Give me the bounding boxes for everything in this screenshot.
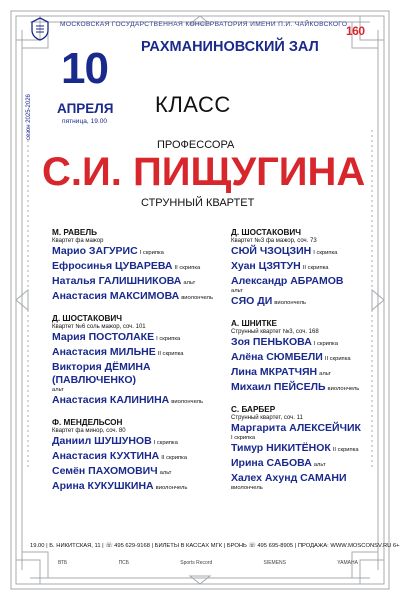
performer-name: Анастасия КУХТИНА	[52, 450, 160, 462]
performer-line	[52, 394, 212, 409]
performer-name: Зоя ПЕНЬКОВА	[231, 336, 312, 348]
performer-role: II скрипка	[174, 265, 201, 271]
sponsor-logos	[58, 560, 358, 566]
performer-role: I скрипка	[139, 250, 164, 256]
performer-role: альт	[319, 371, 331, 377]
performer-role: виолончель	[155, 485, 188, 491]
performer-role: виолончель	[181, 295, 213, 301]
performer-name: СЮЙ ЧЗОЦЗИН	[231, 245, 312, 257]
performer-line	[52, 374, 212, 387]
performer-role: II скрипка	[302, 265, 329, 271]
sponsor-logo: ПСБ	[118, 560, 130, 566]
work-title: Квартет №3 фа мажор, соч. 73	[231, 238, 317, 244]
performer-name: Арина КУКУШКИНА	[52, 480, 154, 492]
anniversary-badge: 160	[346, 24, 365, 38]
performer-role: II скрипка	[332, 447, 359, 453]
ensemble-type: СТРУННЫЙ КВАРТЕТ	[141, 197, 255, 209]
sponsor-logo: SIEMENS	[263, 560, 286, 566]
performer-name: Мария ПОСТОЛАКЕ	[52, 331, 155, 343]
performer-name: Михаил ПЕЙСЕЛЬ	[231, 381, 326, 393]
performer-line	[52, 260, 212, 275]
work-title: Квартет №6 соль мажор, соч. 101	[52, 324, 146, 330]
performer-role: I скрипка	[313, 250, 338, 256]
performer-role: виолончель	[274, 300, 306, 306]
performer-name: Алёна СЮМБЕЛИ	[231, 351, 323, 363]
performer-name: Ефросинья ЦУВАРЕВА	[52, 260, 173, 272]
performer-name: Семён ПАХОМОВИЧ	[52, 465, 158, 477]
performer-role: I скрипка	[153, 440, 178, 446]
performer-name: Халех Ахунд САМАНИ	[231, 472, 347, 484]
professor-name: С.И. ПИЩУГИНА	[42, 150, 366, 194]
sponsor-logo: Sports Record	[180, 560, 213, 566]
performer-name: Александр АБРАМОВ	[231, 275, 344, 287]
performer-role: I скрипка	[156, 336, 181, 342]
performer-name: Марио ЗАГУРИС	[52, 245, 138, 257]
composer-name: Ф. МЕНДЕЛЬСОН	[52, 418, 123, 427]
composer-name: А. ШНИТКЕ	[231, 319, 277, 328]
performer-line	[52, 450, 212, 465]
hall-name: РАХМАНИНОВСКИЙ ЗАЛ	[141, 39, 319, 55]
performer-line	[52, 331, 212, 346]
performer-line	[231, 336, 391, 351]
performer-line	[52, 480, 212, 495]
performer-line	[231, 422, 391, 435]
event-month: АПРЕЛЯ	[57, 101, 114, 116]
performer-role: виолончель	[171, 399, 204, 405]
performer-name: Виктория ДЁМИНА	[52, 361, 151, 373]
performer-name: Маргарита АЛЕКСЕЙЧИК	[231, 422, 361, 434]
performer-line	[52, 290, 212, 305]
performer-line	[52, 245, 212, 260]
performer-name: Ирина САБОВА	[231, 457, 312, 469]
work-title: Квартет фа минор, соч. 80	[52, 428, 126, 434]
performer-line	[231, 245, 391, 260]
sponsor-logo: ВТБ	[58, 560, 68, 566]
performer-role: альт	[52, 387, 64, 393]
performer-role: II скрипка	[161, 455, 188, 461]
performer-line	[52, 361, 212, 374]
performer-line	[231, 366, 391, 381]
season-label: сезон 2025-2026	[26, 94, 32, 140]
performer-line	[231, 275, 391, 288]
program-section	[52, 418, 212, 495]
performer-name: Даниил ШУШУНОВ	[52, 435, 152, 447]
program-section	[231, 228, 391, 310]
performer-role: виолончель	[231, 485, 263, 491]
performer-role: II скрипка	[157, 351, 184, 357]
performer-line	[231, 381, 391, 396]
program-section	[52, 228, 212, 305]
title-class: КЛАСС	[155, 92, 231, 117]
performer-role: альт	[231, 288, 243, 294]
performer-role: альт	[313, 462, 326, 468]
performer-line	[231, 351, 391, 366]
program-section	[231, 405, 391, 492]
performer-name: Анастасия МАКСИМОВА	[52, 290, 180, 302]
performer-role: альт	[159, 470, 172, 476]
performer-line	[52, 275, 212, 290]
performer-name: Наталья ГАЛИШНИКОВА	[52, 275, 182, 287]
work-title: Квартет фа мажор	[52, 238, 104, 244]
composer-name: Д. ШОСТАКОВИЧ	[52, 314, 123, 323]
composer-name: С. БАРБЕР	[231, 405, 276, 414]
performer-line	[231, 472, 391, 485]
performer-role: I скрипка	[313, 341, 338, 347]
footer-info: 19.00 | Б. НИКИТСКАЯ, 11 | ☏ 495 629-9168 | БИЛЕТЫ В КАССАХ МГК | БРОНЬ ☏ 495 695-8905 | ПРОДАЖА: WWW.MOSCONSV.RU 6+	[30, 543, 400, 549]
organization-name: МОСКОВСКАЯ ГОСУДАРСТВЕННАЯ КОНСЕРВАТОРИЯ ИМЕНИ П.И. ЧАЙКОВСКОГО	[60, 21, 348, 28]
performer-name: Хуан ЦЗЯТУН	[231, 260, 301, 272]
performer-role: II скрипка	[324, 356, 351, 362]
performer-name: Анастасия КАЛИНИНА	[52, 394, 170, 406]
composer-name: Д. ШОСТАКОВИЧ	[231, 228, 302, 237]
performer-role: альт	[183, 280, 196, 286]
work-title: Струнный квартет №3, соч. 168	[231, 329, 319, 335]
work-title: Струнный квартет, соч. 11	[231, 415, 303, 421]
performer-name: СЯО ДИ	[231, 295, 273, 307]
performer-name: Анастасия МИЛЬНЕ	[52, 346, 156, 358]
composer-name: М. РАВЕЛЬ	[52, 228, 98, 237]
event-weekday-time: пятница, 19.00	[62, 118, 108, 125]
performer-name: Лина МКРАТЧЯН	[231, 366, 318, 378]
performer-line	[52, 435, 212, 450]
program-section	[52, 314, 212, 409]
program-left-column	[52, 228, 212, 504]
performer-line	[231, 457, 391, 472]
program-section	[231, 319, 391, 396]
event-day: 10	[61, 44, 108, 93]
performer-line	[52, 346, 212, 361]
conservatory-logo-icon	[30, 17, 50, 41]
title-professor: ПРОФЕССОРА	[157, 139, 235, 151]
performer-role: виолончель	[327, 386, 360, 392]
performer-line	[231, 295, 391, 310]
performer-line	[52, 465, 212, 480]
performer-line	[231, 260, 391, 275]
performer-line	[231, 442, 391, 457]
performer-role: I скрипка	[231, 435, 256, 441]
sponsor-logo: YAMAHA	[337, 560, 358, 566]
program-right-column	[231, 228, 391, 501]
performer-name: (ПАВЛЮЧЕНКО)	[52, 374, 137, 386]
performer-name: Тимур НИКИТЁНОК	[231, 442, 331, 454]
